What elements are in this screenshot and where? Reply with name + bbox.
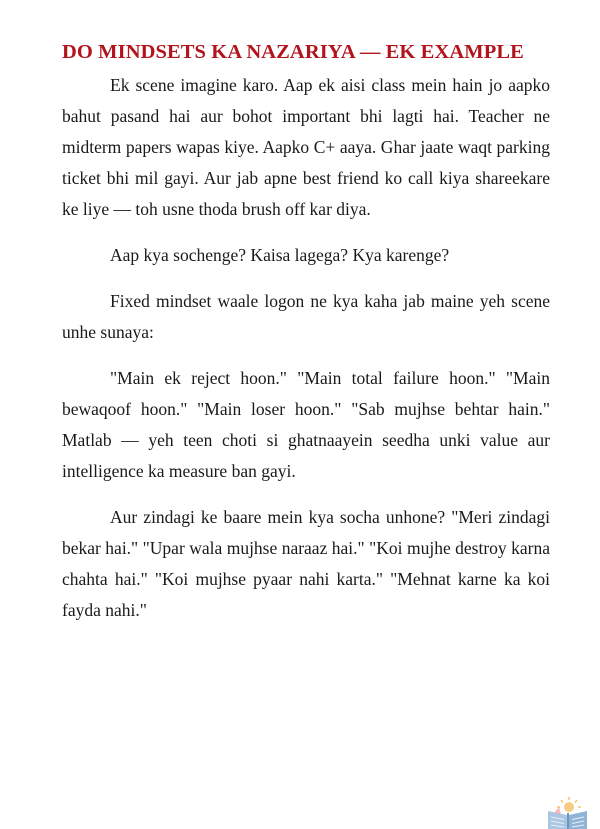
paragraph-scene: Ek scene imagine karo. Aap ek aisi class mein hain jo aapko bahut pasand hai aur bohot important bhi lagti hai. Teacher ne midterm papers wapas kiye. Aapko C+ aaya. Ghar jaate waqt parking ticket bhi mil gayi. Aur jab apne best friend ko call kiya shareekare ke liye — toh usne thoda brush off kar diya. bbox=[62, 75, 550, 219]
document-page bbox=[62, 38, 550, 626]
paragraph-life-quotes: Aur zindagi ke baare mein kya socha unhone? "Meri zindagi bekar hai." "Upar wala mujhse naraaz hai." "Koi mujhe destroy karna chahta hai." "Koi mujhse pyaar nahi karta." "Mehnat karne ka koi fayda nahi." bbox=[62, 507, 550, 620]
open-book-sunrise-logo-icon bbox=[545, 795, 590, 829]
page-title: DO MINDSETS KA NAZARIYA — EK EXAMPLE bbox=[62, 41, 524, 63]
paragraph-fixed-mindset-intro: Fixed mindset waale logon ne kya kaha jab maine yeh scene unhe sunaya: bbox=[62, 291, 550, 342]
paragraph-fixed-mindset-quotes: "Main ek reject hoon." "Main total failure hoon." "Main bewaqoof hoon." "Main loser hoon." "Sab mujhse behtar hain." Matlab — yeh teen choti si ghatnaayein seedha unki value aur intelligence ka measure ban gayi. bbox=[62, 368, 550, 481]
sun-rays-icon bbox=[557, 797, 581, 812]
paragraph-questions: Aap kya sochenge? Kaisa lagega? Kya karenge? bbox=[110, 245, 450, 265]
